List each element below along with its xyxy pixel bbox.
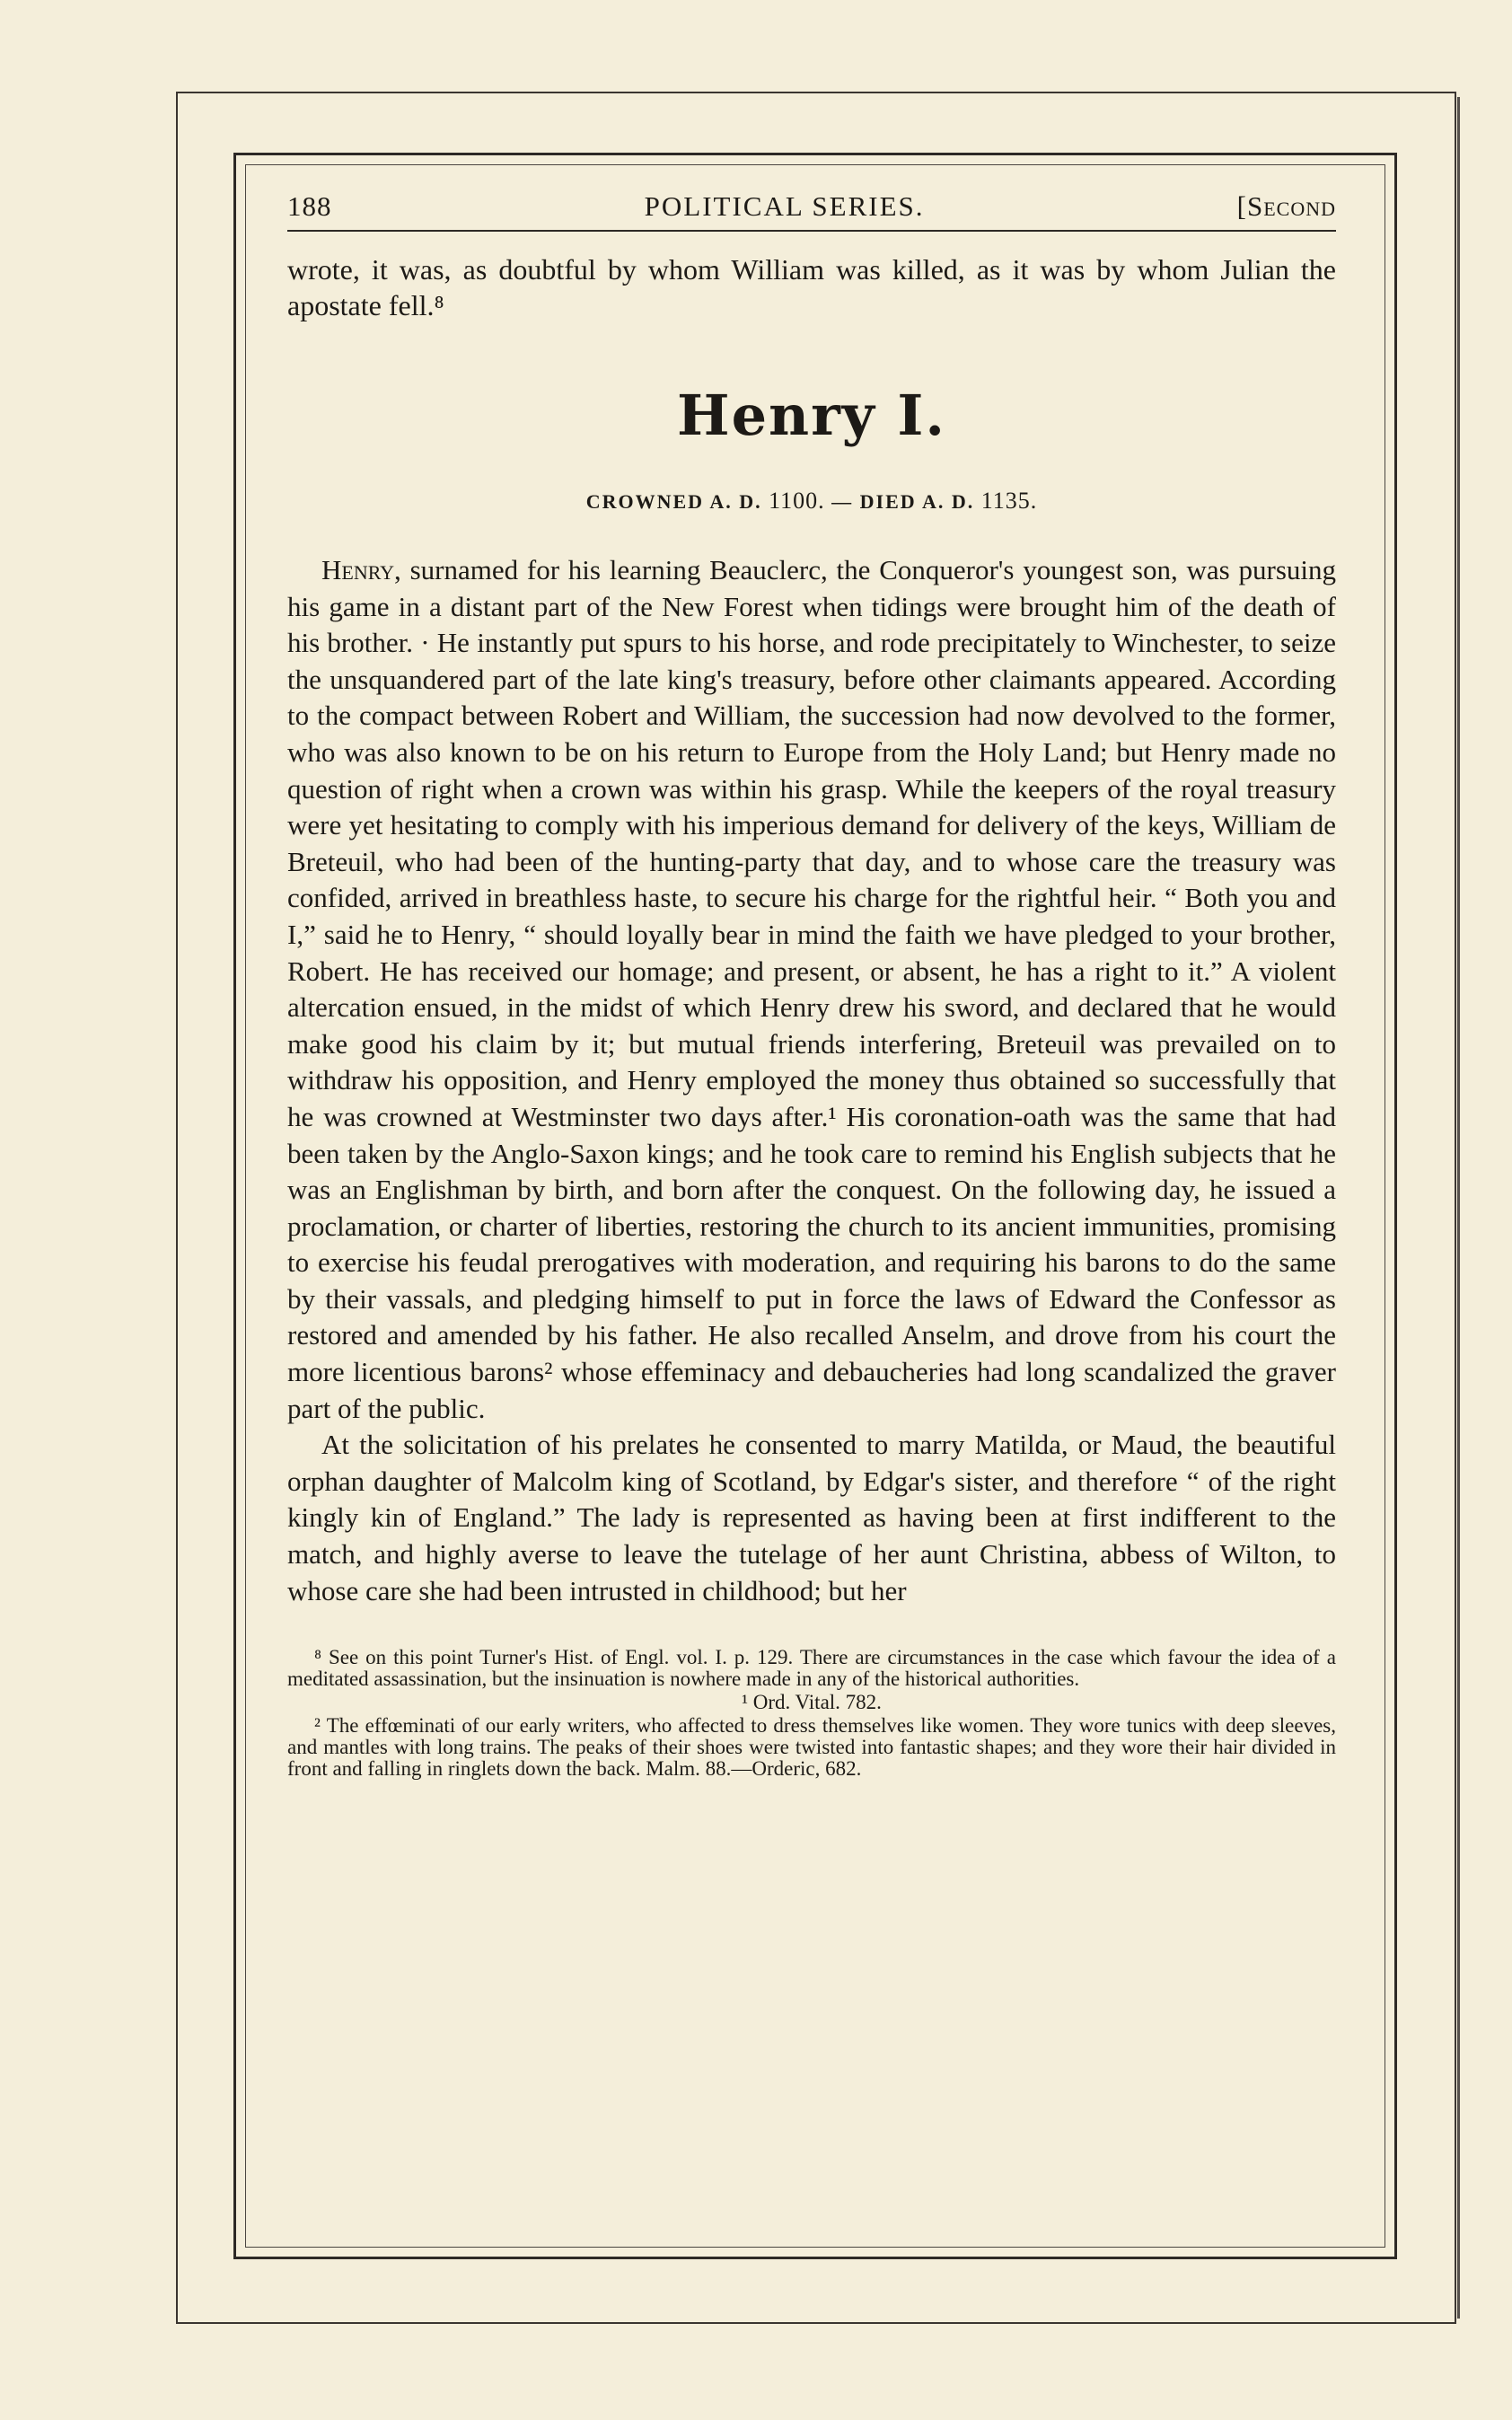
died-year: 1135. <box>980 488 1038 514</box>
paragraph-text: surnamed for his learning Beauclerc, the Conqueror's youngest son, was pursuing his game in a distant part of the New Forest when tidings were brought him of the death of his brother. · He instantly put spurs to his horse, and rode precipitately to Winchester, to seize the unsquandered part of the late king's treasury, before other claimants appeared. According to the compact between Robert and William, the succession had now devolved to the former, who was also known to be on his return to Europe from the Holy Land; but Henry made no question of right when a crown was within his grasp. While the keepers of the royal treasury were yet hesitating to comply with his imperious demand for delivery of the keys, William de Breteuil, who had been of the hunting-party that day, and to whose care the treasury was confided, arrived in breathless haste, to secure his charge for the rightful heir. “ Both you and I,” said he to Henry, “ should loyally bear in mind the faith we have pledged to your brother, Robert. He has received our homage; and present, or absent, he has a right to it.” A violent altercation ensued, in the midst of which Henry drew his sword, and declared that he would make good his claim by it; but mutual friends interfering, Breteuil was prevailed on to withdraw his opposition, and Henry employed the money thus obtained so successfully that he was crowned at Westminster two days after.¹ His coronation-oath was the same that had been taken by the Anglo-Saxon kings; and he took care to remind his English subjects that he was an Englishman by birth, and born after the conquest. On the following day, he issued a proclamation, or charter of liberties, restoring the church to its ancient immunities, promising to exercise his feudal prerogatives with moderation, and requiring his barons to do the same by their vassals, and pledging himself to put in force the laws of Edward the Confessor as restored and amended by his father. He also recalled Anselm, and drove from his court the more licentious barons² whose effeminacy and debaucheries had long scandalized the graver part of the public. <box>287 554 1336 1424</box>
section-label: [Second <box>1236 190 1336 222</box>
paragraph-1 <box>287 552 1336 1427</box>
running-header <box>287 190 1336 230</box>
footnote-2: ² The effœminati of our early writers, who affected to dress themselves like women. They wore tunics with deep sleeves, and mantles with long trains. The peaks of their shoes were twisted into fantastic shapes; and they wore their hair divided in front and falling in ringlets down the back. Malm. 88.—Orderic, 682. <box>287 1714 1336 1781</box>
page-number: 188 <box>287 190 332 222</box>
page-edge <box>1457 97 1460 2319</box>
page-content <box>287 190 1336 1782</box>
continuation-text: wrote, it was, as doubtful by whom William was killed, as it was by whom Julian the apostate fell.⁸ <box>287 253 1336 321</box>
footnote-8: ⁸ See on this point Turner's Hist. of Engl. vol. I. p. 129. There are circumstances in the case which favour the idea of a meditated assassination, but the insinuation is nowhere made in any of the historical authorities. <box>287 1646 1336 1691</box>
footnotes <box>287 1647 1336 1780</box>
chapter-title: Henry I. <box>677 383 946 448</box>
crowned-label: CROWNED A. D. <box>585 490 762 513</box>
paragraph-2 <box>287 1427 1336 1609</box>
reign-dates <box>287 488 1336 515</box>
paragraph-text: At the solicitation of his prelates he consented to marry Matilda, or Maud, the beautiful orphan daughter of Malcolm king of Scotland, by Edgar's sister, and therefore “ of the right kingly kin of England.” The lady is represented as having been at first indifferent to the match, and highly averse to leave the tutelage of her aunt Christina, abbess of Wilton, to whose care she had been intrusted in childhood; but her <box>287 1429 1336 1606</box>
died-label: — DIED A. D. <box>831 490 975 513</box>
header-rule <box>287 230 1336 232</box>
paragraph-lead: Henry, <box>321 554 401 585</box>
crowned-year: 1100. <box>769 488 825 514</box>
footnote-1: ¹ Ord. Vital. 782. <box>742 1691 882 1714</box>
running-title: POLITICAL SERIES. <box>644 190 925 222</box>
